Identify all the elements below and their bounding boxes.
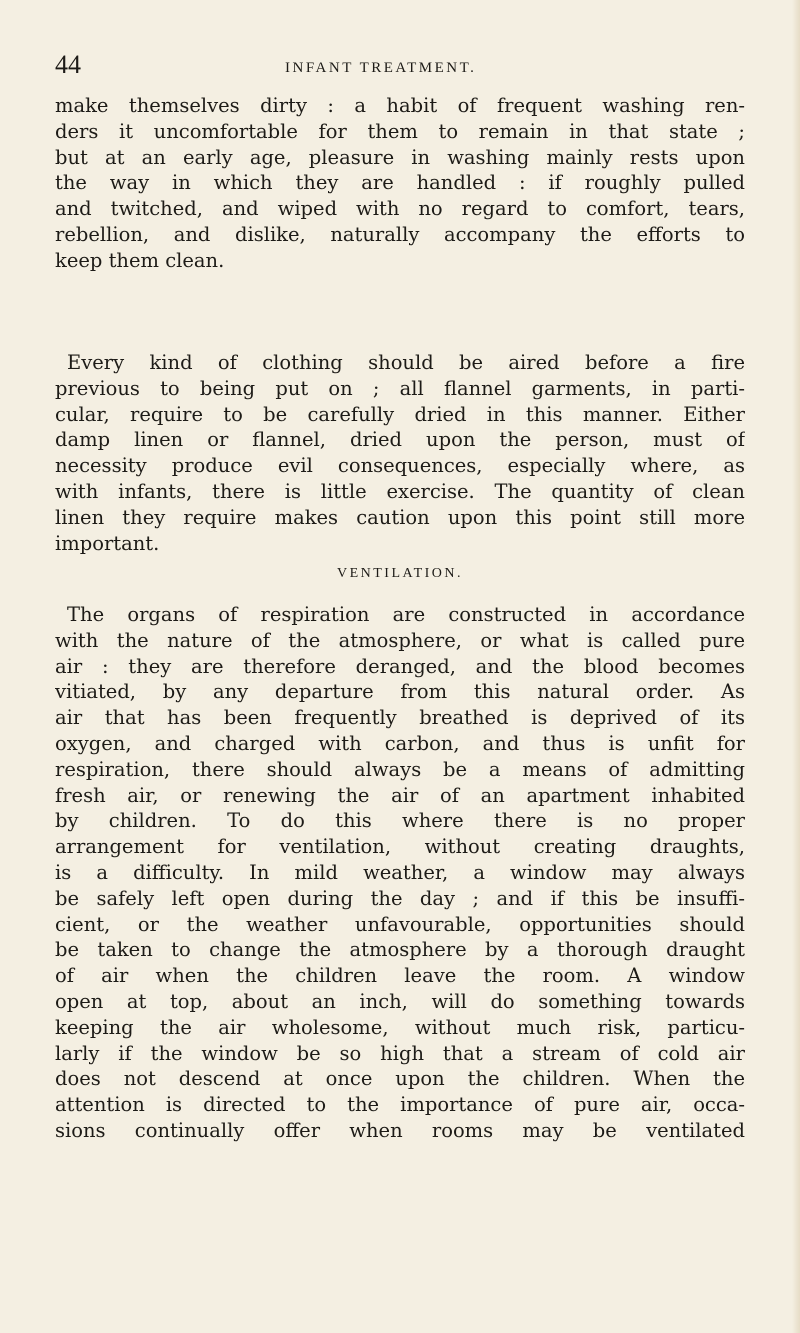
page-edge-shadow xyxy=(792,0,800,1333)
paragraph-ventilation xyxy=(55,602,745,1144)
text-line: air : they are therefore deranged, and the blood becomes xyxy=(55,654,745,678)
text-line: is a difficulty. In mild weather, a window may always xyxy=(55,860,745,884)
text-line: damp linen or flannel, dried upon the person, must of xyxy=(55,428,745,452)
text-line: but at an early age, pleasure in washing mainly rests upon xyxy=(55,145,745,169)
text-line: larly if the window be so high that a stream of cold air xyxy=(55,1041,745,1065)
text-line: cular, require to be carefully dried in this manner. Either xyxy=(55,402,745,426)
text-line: air that has been frequently breathed is deprived of its xyxy=(55,706,745,730)
text-line: previous to being put on ; all flannel garments, in parti- xyxy=(55,376,745,400)
text-line: make themselves dirty : a habit of frequent washing ren- xyxy=(55,94,745,117)
text-line: and twitched, and wiped with no regard to comfort, tears, xyxy=(55,197,745,221)
text-line: be safely left open during the day ; and if this be insuffi- xyxy=(55,886,745,910)
text-line: arrangement for ventilation, without creating draughts, xyxy=(55,835,745,859)
text-line: with the nature of the atmosphere, or what is called pure xyxy=(55,628,745,652)
text-line: vitiated, by any departure from this natural order. As xyxy=(55,680,745,704)
text-line: sions continually offer when rooms may be ventilated xyxy=(55,1118,745,1142)
text-line: rebellion, and dislike, naturally accompany the efforts to xyxy=(55,222,745,246)
running-head: INFANT TREATMENT. xyxy=(285,60,477,76)
text-line: of air when the children leave the room. A window xyxy=(55,964,745,988)
text-line: be taken to change the atmosphere by a thorough draught xyxy=(55,938,745,962)
text-line: necessity produce evil consequences, especially where, as xyxy=(55,454,745,478)
text-line: fresh air, or renewing the air of an apartment inhabited xyxy=(55,783,745,807)
text-line: keep them clean. xyxy=(55,248,225,272)
text-line: Every kind of clothing should be aired before a fire xyxy=(67,351,745,374)
text-line: the way in which they are handled : if roughly pulled xyxy=(55,171,745,195)
text-line: ders it uncomfortable for them to remain in that state ; xyxy=(55,119,745,143)
text-line: linen they require makes caution upon this point still more xyxy=(55,505,745,529)
paragraph-clothing xyxy=(55,350,745,556)
text-line: important. xyxy=(55,531,160,555)
text-line: by children. To do this where there is no proper xyxy=(55,809,745,833)
text-line: oxygen, and charged with carbon, and thus is unfit for xyxy=(55,731,745,755)
text-line: keeping the air wholesome, without much risk, particu- xyxy=(55,1015,745,1039)
paragraph-clean-habits xyxy=(55,93,745,274)
text-line: does not descend at once upon the children. When the xyxy=(55,1067,745,1091)
text-line: attention is directed to the importance of pure air, occa- xyxy=(55,1093,745,1117)
section-heading-ventilation: VENTILATION. xyxy=(336,566,464,581)
text-line: open at top, about an inch, will do something towards xyxy=(55,989,745,1013)
text-line: respiration, there should always be a means of admitting xyxy=(55,757,745,781)
text-line: The organs of respiration are constructed in accordance xyxy=(67,603,745,626)
page-number: 44 xyxy=(55,50,81,79)
text-line: with infants, there is little exercise. The quantity of clean xyxy=(55,479,745,503)
text-line: cient, or the weather unfavourable, opportunities should xyxy=(55,912,745,936)
page-header xyxy=(55,52,745,82)
